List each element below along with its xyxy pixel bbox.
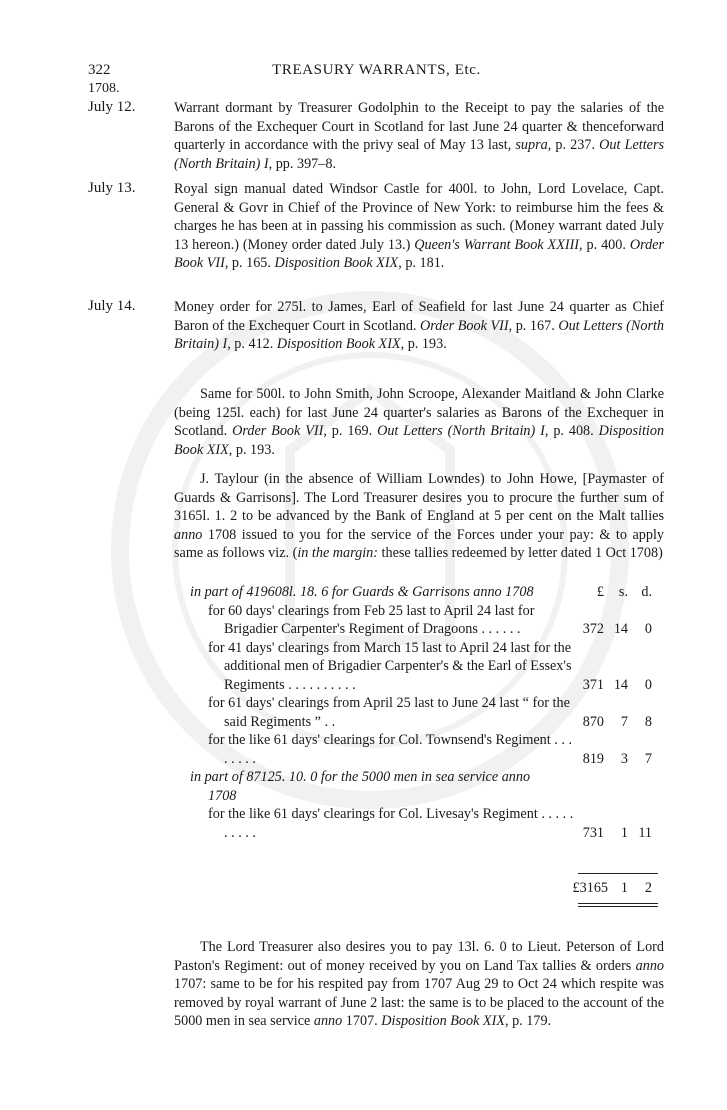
text-run: Disposition Book XIX xyxy=(276,336,401,352)
text-run: , p. 165. xyxy=(224,255,275,271)
text-run: 1707. xyxy=(342,1013,382,1029)
text-run: Disposition Book XIX xyxy=(174,423,665,458)
entry-paragraph xyxy=(174,385,664,459)
year-label: 1708. xyxy=(88,81,120,96)
text-run: supra xyxy=(515,137,548,153)
text-run: Order Book VII xyxy=(174,236,664,271)
entry-date: July 13. xyxy=(88,180,136,196)
text-run: Same for 500l. to John Smith, John Scroope, Alexander Maitland & John Clarke (being 125l. each) for last June 24 quarter's salaries as Barons of the Exchequer in Scotland. xyxy=(174,386,664,439)
closing-paragraph xyxy=(174,938,664,1031)
amount-pounds: 372 xyxy=(582,621,604,637)
text-run: Royal sign manual dated Windsor Castle for 400l. to John, Lord Lovelace, Capt. General & Govr in Chief of the Province of New York: to reimburse him the fees & charges he has been at in passing his commission as such. (Money warrant dated July 13 hereon.) (Money order dated July 13.) xyxy=(174,181,664,253)
text-run: in the margin: xyxy=(297,545,378,561)
total-pence: 2 xyxy=(644,880,652,896)
text-run: these tallies redeemed by letter dated 1 Oct 1708) xyxy=(377,545,663,561)
text-run: Queen's Warrant Book XXIII xyxy=(414,236,580,253)
row-text: for the like 61 days' clearings for Col. Townsend's Regiment . . . . . . . . xyxy=(208,732,572,767)
entry-paragraph xyxy=(174,298,664,354)
row-amount xyxy=(564,824,652,843)
row-text: in part of 419608l. 18. 6 for Guards & Garrisons anno 1708 xyxy=(190,584,534,600)
amount-pounds: 819 xyxy=(582,750,604,767)
amount-shillings: 7 xyxy=(620,713,628,730)
amount-shillings: 1 xyxy=(620,824,628,841)
running-title: TREASURY WARRANTS, Etc. xyxy=(272,62,481,78)
row-amount xyxy=(564,750,652,769)
text-run: 1708 issued to you for the service of the Forces under your pay: & to apply same as follows viz. ( xyxy=(174,526,664,561)
text-run: J. Taylour (in the absence of William Lowndes) to John Howe, [Paymaster of Guards & Garrisons]. The Lord Treasurer desires you to procure the further sum of 3165l. 1. 2 to be advanced by the Bank of England at 5 per cent on the Malt tallies xyxy=(174,471,664,524)
row-text: for 61 days' clearings from April 25 last to June 24 last “ for the said Regiments ” . . xyxy=(208,695,570,730)
page-number: 322 xyxy=(88,62,111,78)
amount-pounds: 870 xyxy=(582,713,604,730)
row-text: for 60 days' clearings from Feb 25 last to April 24 last for Brigadier Carpenter's Regiment of Dragoons . . . . . . xyxy=(208,602,535,637)
amount-pence: 8 xyxy=(644,713,652,730)
table-section-heading xyxy=(174,768,664,805)
running-head xyxy=(88,62,665,82)
amount-shillings: 3 xyxy=(620,750,628,767)
column-shillings: s. xyxy=(618,584,628,600)
total-double-rule xyxy=(578,903,658,907)
text-run: Disposition Book XIX xyxy=(381,1013,505,1029)
text-run: , p. 400. xyxy=(579,236,630,253)
total-shillings: 1 xyxy=(620,880,628,896)
text-run: , p. 193. xyxy=(228,441,275,458)
text-run: Order Book VII xyxy=(232,423,324,439)
table-row xyxy=(174,639,664,695)
row-amount xyxy=(564,620,652,639)
table-section-heading xyxy=(174,583,664,602)
text-run: anno xyxy=(635,957,664,974)
text-run: anno xyxy=(174,526,203,543)
text-run: , p. 169. xyxy=(323,423,378,439)
entry-paragraph xyxy=(174,180,664,273)
table-row xyxy=(174,602,664,639)
table-row xyxy=(174,731,664,768)
text-run: Disposition Book XIX xyxy=(274,255,399,271)
text-run: 1707: same to be for his respited pay from 1707 Aug 29 to Oct 24 which respite was removed by royal warrant of June 2 last: the same is to be placed to the account of the 5000 men in sea service xyxy=(174,976,664,1029)
text-run: , pp. 397–8. xyxy=(268,155,336,172)
table-total xyxy=(564,879,652,898)
table-row xyxy=(174,805,664,842)
total-pounds: £3165 xyxy=(572,880,608,896)
total-rule xyxy=(578,873,658,874)
column-pence: d. xyxy=(641,584,652,600)
entry-date: July 12. xyxy=(88,99,136,115)
column-pounds: £ xyxy=(596,584,604,600)
table-row xyxy=(174,694,664,731)
entry-paragraph xyxy=(174,470,664,563)
row-amount xyxy=(564,713,652,732)
amount-pounds: 731 xyxy=(582,824,604,841)
text-run: , p. 412. xyxy=(227,336,277,352)
text-run: , p. 408. xyxy=(544,423,599,439)
amount-shillings: 14 xyxy=(613,676,628,693)
amount-pence: 7 xyxy=(644,750,652,767)
text-run: The Lord Treasurer also desires you to pay 13l. 6. 0 to Lieut. Peterson of Lord Paston's Regiment: out of money received by you on Land Tax tallies & orders xyxy=(174,939,664,974)
amount-pence: 0 xyxy=(644,676,652,693)
accounts-table xyxy=(174,583,664,896)
entry-paragraph xyxy=(174,99,664,173)
text-run: Out Letters (North Britain) I xyxy=(377,423,545,439)
text-run: , p. 181. xyxy=(398,255,445,271)
text-run: , p. 237. xyxy=(547,137,600,153)
row-text: for the like 61 days' clearings for Col. Livesay's Regiment . . . . . . . . . . xyxy=(208,806,574,841)
row-text: for 41 days' clearings from March 15 last to April 24 last for the additional men of Brigadier Carpenter's & the Earl of Essex's Regiments . . . . . . . . . . xyxy=(208,639,572,693)
text-run: Out Letters (North Britain) I xyxy=(174,137,664,172)
row-text: in part of 87125. 10. 0 for the 5000 men in sea service anno 1708 xyxy=(190,769,531,804)
amount-pence: 0 xyxy=(644,621,652,637)
text-run: Order Book VII xyxy=(420,317,509,334)
text-run: Warrant dormant by Treasurer Godolphin to the Receipt to pay the salaries of the Barons of the Exchequer Court in Scotland for last June 24 quarter & thenceforward quarterly in accordance with the privy seal of May 13 last, xyxy=(174,100,664,153)
amount-pence: 11 xyxy=(638,824,652,841)
entry-date: July 14. xyxy=(88,298,136,314)
row-amount xyxy=(564,676,652,695)
text-run: , p. 179. xyxy=(504,1013,552,1029)
text-run: , p. 167. xyxy=(508,317,559,334)
amount-pounds: 371 xyxy=(582,676,604,693)
text-run: , p. 193. xyxy=(400,336,447,352)
amount-shillings: 14 xyxy=(613,621,628,637)
text-run: Money order for 275l. to James, Earl of Seafield for last June 24 quarter as Chief Baron of the Exchequer Court in Scotland. xyxy=(174,299,664,334)
text-run: Out Letters (North Britain) I xyxy=(174,317,665,352)
text-run: anno xyxy=(313,1013,343,1029)
